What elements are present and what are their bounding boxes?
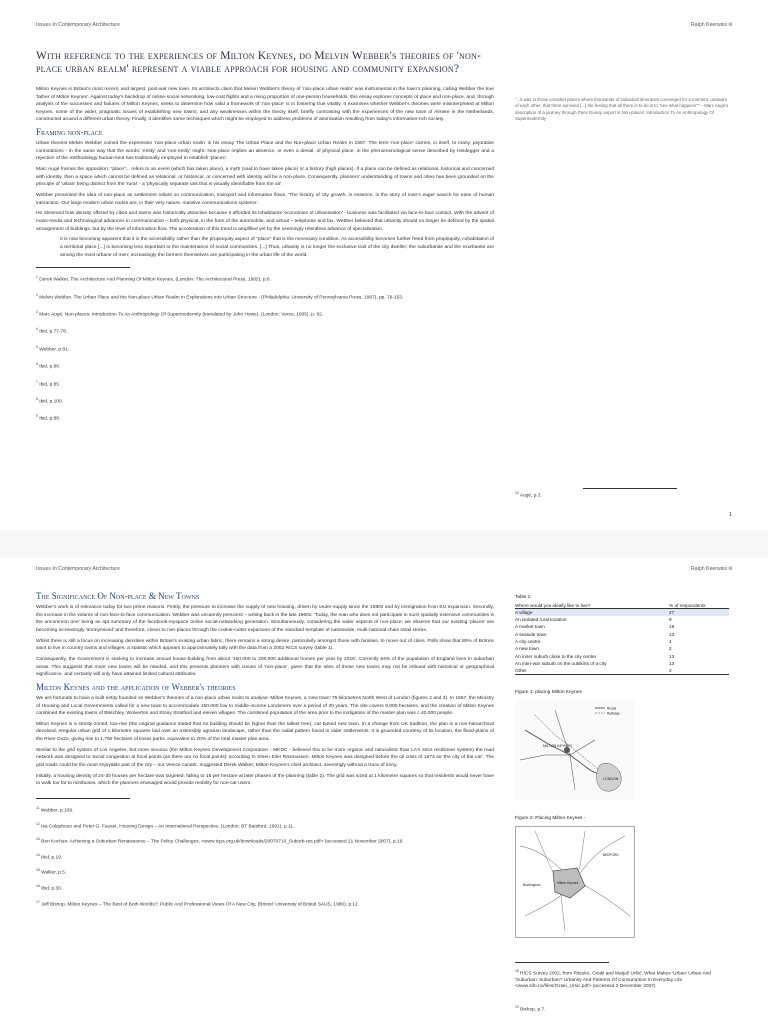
table-caption: Table 1: — [515, 594, 532, 599]
footnote: $^5$ Webber, p.81. — [36, 344, 70, 353]
page-separator — [0, 530, 768, 558]
footnote: $^{14}$ Ibid, p.19. — [36, 852, 63, 861]
paragraph: We are fortunate to have a built entity founded on Webber's theories of a non-place urban realm to analyse: Milton Keynes, a 'new town' 75 kilometres North West of London (figures 2 and 3). In 1967, the Ministry of Housing and Local Governments called for a new town to accommodate 150,000 low to middle-income Londoners over a period of 20 years. The site covers 9,000 hectares, and the creation of Milton Keynes combined the existing towns of Bletchley, Wolverton and Stony Stratford and eleven villages. The combined population of the area prior to the instigation of the master plan was c.40,000 people. — [36, 695, 494, 717]
running-header-author: Ralph Keerwiss iii — [691, 22, 732, 28]
table-row: A market town 16 — [515, 624, 675, 630]
page-number: 1 — [728, 512, 732, 518]
footnote: $^3$ Marc Augé, Non-places: Introduction To An Anthropology Of Supermodernity (translated by John Howe), (London: Verso, 1995), p. 82. — [36, 310, 324, 318]
paragraph: Marc Augé frames the opposition: "place"... refers to an event (which has taken place), a myth (said to have taken place) or a history (high places). If a place can be defined as relational, historical and concerned with identity, then a space which cannot be defined as relational, or historical, or concerned with identity will be a non-place. Consequently, planners' understanding of towns and cities has been grounded on the principle of 'urban' being distinct from the 'rural' - a 'physically separate unit that is visually identifiable from the air'. — [36, 167, 494, 188]
section-heading-milton-keynes: Milton Keynes and the application of Webber's theories — [36, 681, 236, 692]
survey-table — [515, 601, 729, 675]
table-row: A new town 2 — [515, 646, 672, 652]
intro-paragraph: Milton Keynes is Britain's most recent, and largest, post-war new town. Its architects claim that Melvin Webber's theory of 'non-place urban realm' was instrumental in the town's planning, calling Webber the true 'father of Milton Keynes'. Against today's backdrop of online-social networking, low-cost flights and a rising proportion of one-person households, this essay explores concepts of place and non-place, and, through analysis of the successes and failures of Milton Keynes, seeks to determine how valid a framework of 'non-place' is in fostering true vitality. It examines whether Webber's theories were misinterpreted at Milton Keynes, some of the wider, pragmatic issues of establishing new towns, and any weaknesses within the theory itself, briefly contrasting with the experiences of the new town of Almere in the Netherlands, constructed around a different urban theory. Finally, it identifies some techniques which might be employed to address problems of atomisation resulting from today's information-rich society. — [36, 87, 494, 123]
footnote: $^{15}$ Walker, p.5. — [36, 868, 67, 876]
footnote: $^4$ Ibid, p.77-78. — [36, 327, 68, 335]
table-row: An inner suburb close to the city centre 13 — [515, 653, 675, 659]
table-row: An isolated rural location 9 — [515, 616, 672, 622]
footnote: $^{13}$ Ben Kochan, Achieving a Suburban Renaissance – The Policy Challenges, <www.tcpa.org.uk/downloads/20070710_Suburb-res.pdf> (accessed 21 November 2007), p.19. — [36, 837, 404, 845]
local-map-graphic — [515, 826, 635, 938]
footnote: $^8$ Ibid, p.109. — [36, 396, 63, 405]
map-label-london: LONDON — [603, 777, 619, 781]
footnote: $^2$ Melvin Webber, The Urban Place and the Non-place Urban Realm In Explorations into Urban Structure - (Philadelphia: University of Pennsylvania Press, 1967), pp. 79-153. — [36, 292, 404, 301]
footnote: $^7$ Ibid, p.85. — [36, 379, 61, 388]
map-legend-rail: Railways — [607, 711, 620, 716]
paragraph: Consequently, the Government is seeking to increase annual house-building from about '160,000 to 200,000 additional homes per year by 2016'. Correctly 84% of the population of England lives in suburban areas. This suggests that more new towns will be needed, and this presents planners with issues of 'non-place', given that the sites of these new towns may not be imbued with historical or geographical significance, and certainly will only have attained limited cultural attributes. — [36, 656, 494, 678]
paragraph: Initially, a housing density of 24-30 houses per hectare was targeted, falling to 15 per hectare at later phases of the planning (table 2). The grid was sized at 1 kilometre squares so that residents would never have to walk too far to minibuses, which the planners envisaged would provide mobility for non-car users. — [36, 773, 494, 787]
paragraph: Whilst there is still a focus on increasing densities within Britain's existing urban fabric, there remains a strong desire, particularly amongst those with families, to move out of cities. Polls show that 80% of Britons want to live in country towns and villages, a statistic which appears to approximately tally with the data from a 2002 RICS survey (table 1). — [36, 638, 494, 652]
paragraph: He observed how density offered by cities and towns was historically attractive because it afforded its inhabitants 'economies of urbanisation' - business was facilitated via face-to-face contact. With the advent of mass-media and technological advances in communication – both physical, in the form of the automobile, and virtual – telephone and fax, Webber believed that urbanity should no longer be defined by the spatial arrangement of buildings, but by the level of information flow. The acceleration of this trend is amplified yet by the seemingly relentless advance of specialisation. — [36, 211, 494, 232]
table-row: A seaside town 13 — [515, 631, 675, 637]
paragraph: Urban theorist Melvin Webber coined the expression 'non-place urban realm' in his essay The Urban Place and the Non-place Urban Realm in 1967. The term 'non-place' carries, in itself, to many, pejorative connotations - in the same way that the words: 'entity' and 'non-entity' might. Non-place implies an absence, or even a denial, of physical place, in the phenomenological sense described by Heidegger and a rejection of the methodology human-kind has traditionally employed to establish 'places'. — [36, 141, 494, 162]
section-heading-framing: Framing non-place — [36, 127, 103, 138]
running-header-title: Issues In Contemporary Architecture — [36, 566, 120, 572]
table-col-header: % of respondents — [669, 601, 729, 608]
map-label-milton-keynes: MILTON KEYNES — [543, 744, 572, 748]
figure-1-map — [515, 700, 635, 800]
page1-body — [36, 86, 494, 431]
table-1 — [515, 594, 729, 675]
page2-body — [36, 588, 494, 914]
document-page-2 — [0, 558, 768, 1024]
paragraph: Similar to the grid system of Los Angeles, but more sinuous (the Milton Keynes Development Corporation - MKDC - believed this to be more organic and naturalistic than LA's strict rectilinear system) the road network was designed to 'avoid congestion at focal points (as there are no focal points)' according to Steen Eiler Rasmussen. Milton Keynes was designed before the oil crisis of 1973 as 'the city of the car'. The grid roads could be the most enjoyable part of the city – our Venice canals', suggested Derek Walker, Milton Keynes's chief architect, seemingly without a trace of irony. — [36, 747, 494, 769]
footnote: $^1$ Derek Walker, The Architecture And Planning Of Milton Keynes, (London: The Architectural Press, 1982), p.8. — [36, 275, 271, 283]
margin-footnote: $^{10}$ Augé, p.3. — [515, 491, 542, 499]
footnote: $^{11}$ Webber, p.109. — [36, 806, 74, 814]
margin-footnote: $^{19}$ Bishop, p.7. — [515, 1005, 546, 1013]
section-heading-significance: The Significance Of Non-place & New Towns — [36, 591, 200, 601]
paragraph: Milton Keynes is a strictly-zoned, low-rise (the original guidance stated that no building should be higher than the tallest tree), car-based new town. In a change from UK tradition, the plan is a non-hierarchical devolved, irregular urban grid of 1 kilometre squares laid over an ostensibly agrarian landscape, rather than the radial pattern found in older settlements. It is grounded courtesy of its location, the flood-plains of the River Ouzo, giving rise to 1,750 hectares of linear parks, equivalent to 20% of the total master plan area. — [36, 721, 494, 743]
table-header-row — [515, 601, 729, 608]
figure-1-caption: Figure 1: placing Milton Keynes — [515, 690, 582, 695]
footnote: $^{12}$ Isa Colquhoun and Peter G. Fauset, Housing Design – An International Perspective, (London: BT Batsford, 1991), p.11. — [36, 821, 295, 830]
table-row: An inter-war suburb on the outskirts of a city 13 — [515, 661, 675, 667]
paragraph: Webber presented the idea of non-place as settlement reliant on communication, transport and information flows. 'The history of city growth, in essence, is the story of man's eager search for ease of human interaction. Our large modern urban nodes are, in their very nature, massive communications systems'. — [36, 193, 494, 206]
footnote: $^{17}$ Jeff Bishop, Milton Keynes – The Best of Both Worlds?: Public And Professional Views Of A New City, (Bristol: University of Bristol SAUS, 1986), p.12. — [36, 899, 360, 908]
margin-footnote: $^{18}$ RICS Survey 2002, from Ritsuko, Ozaki and Matjaž Uršič, What Makes 'Urban' Urban And 'Suburban' Suburban? Urbanity And Patterns Of Consumption In Everyday Life <www.sifo.no/files/Ozaki_Ursic.pdf> (accessed 2 December 2007) — [515, 969, 711, 989]
footnote: $^{16}$ Ibid, p.30. — [36, 883, 63, 892]
map-label-buckingham: Buckingham — [523, 883, 541, 887]
regional-map-graphic — [515, 700, 635, 800]
figure-2-caption: Figure 2: Placing Milton Keynes - — [515, 816, 586, 821]
table-row: A city centre 4 — [515, 638, 672, 644]
map-label-bedford: BEDFORD — [603, 853, 619, 857]
block-quote: It is now becoming apparent that it is the accessibility rather than the propinquity aspect of "place" that is the necessary condition. As accessibility becomes further freed from propinquity, cohabitation of a territorial place [...] is becoming less important to the maintenance of social communities. [...] Thus, urbanity is no longer the exclusive trait of the city dweller; the suburbanite and the exurbanite are among the most urbane of men; increasingly the farmers themselves are participating in the urban life of the world. — [60, 237, 494, 258]
running-header-author: Ralph Keerwiss iii — [691, 566, 732, 572]
essay-title: With reference to the experiences of Milton Keynes, do Melvin Webber's theories of 'non-place urban realm' represent a viable approach for housing and community expansion? — [36, 50, 481, 75]
table-row: A village 27 — [515, 608, 729, 615]
paragraph: Webber's work is of relevance today for two prime reasons. Firstly, the pressure to increase the supply of new housing, driven by under-supply since the 1980s and by immigration from EU expansion. Secondly, the increase in the volume of non-face-to-face communication. Webber was uncannily prescient – writing back in the late 1960s: 'Today, the man who does not participate in such spatially extensive communities is the uncommon one' being an apt summary of the facebook-myspace online social-networking generation. Simultaneously, considering the wider aspects of non-place, we observe that our existing 'places' are becoming increasingly 'anonymised' and therefore, closer to non-places through the cookie-cutter expansion of the standard template of nationwide, multi-national chain retail stores. — [36, 605, 494, 633]
footnote-divider — [36, 798, 130, 799]
figure-2-map — [515, 826, 635, 938]
map-label-area: Milton Keynes — [557, 881, 579, 885]
margin-footnote-divider — [583, 488, 677, 489]
margin-quote: "...it was in those crowded places where thousands of individual itineraries converged for a moment, unaware of each other, that there survived [...] the feeling that all there is to do is to "see what happens"" – Marc Augé's description of a journey through Paris Roissy airport in Non-places: Introduction To An Anthropology Of Supermodernity — [515, 97, 729, 121]
footnote: $^6$ Ibid, p.86. — [36, 362, 61, 370]
footnote: $^9$ Ibid, p.88. — [36, 414, 61, 422]
table-row: Other 2 — [515, 667, 729, 674]
footnote-divider — [36, 267, 130, 268]
running-header-title: Issues In Contemporary Architecture — [36, 22, 120, 28]
map-legend-roads: Roads — [607, 706, 617, 711]
margin-footnote-divider — [515, 962, 609, 963]
table-question: Where would you ideally like to live? — [515, 601, 669, 608]
